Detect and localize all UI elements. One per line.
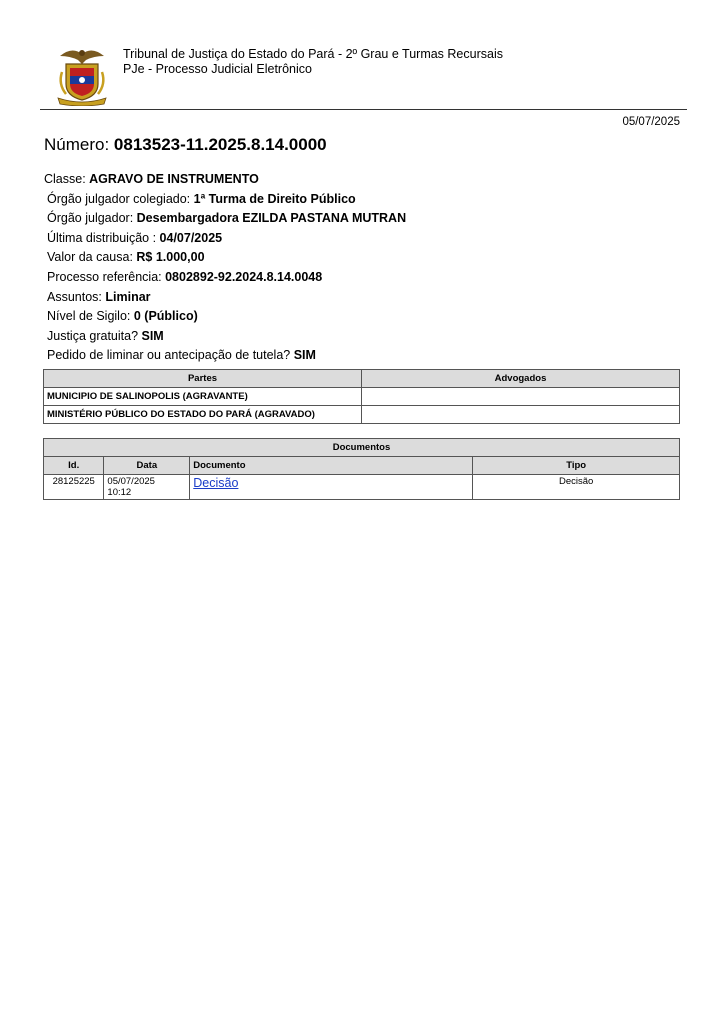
field-label: Órgão julgador: (47, 211, 137, 226)
table-row (44, 475, 680, 500)
print-date: 05/07/2025 (622, 116, 680, 128)
table-row (44, 406, 680, 424)
field-label: Classe: (44, 172, 90, 186)
tipo-header: Tipo (473, 457, 680, 475)
doc-name-cell (190, 475, 473, 500)
process-fields (44, 170, 406, 366)
field-assuntos (44, 288, 406, 308)
doc-id-cell: 28125225 (44, 475, 104, 500)
field-value: 1ª Turma de Direito Público (193, 191, 356, 206)
document-link[interactable]: Decisão (193, 476, 239, 490)
header-divider (40, 109, 687, 110)
page-header (0, 0, 724, 112)
field-value: Desembargadora EZILDA PASTANA MUTRAN (136, 211, 407, 226)
process-number (44, 135, 327, 155)
field-label: Justiça gratuita? (47, 328, 142, 343)
process-number-value: 0813523-11.2025.8.14.0000 (113, 135, 327, 154)
doc-time: 10:12 (107, 487, 132, 498)
field-value: 0 (Público) (133, 309, 198, 324)
field-valor-causa (44, 248, 406, 268)
table-header-row (44, 457, 680, 475)
documentos-table (43, 438, 680, 500)
field-value: 0802892-92.2024.8.14.0048 (165, 269, 323, 284)
field-label: Nível de Sigilo: (47, 309, 134, 324)
table-title-row (44, 439, 680, 457)
table-header-row (44, 370, 680, 388)
table-row (44, 388, 680, 406)
field-orgao-julgador (44, 209, 406, 229)
doc-date-cell (104, 475, 190, 500)
field-pedido-liminar (44, 346, 406, 366)
field-ultima-distribuicao (44, 229, 406, 249)
field-label: Valor da causa: (47, 250, 137, 265)
documentos-title: Documentos (44, 439, 680, 457)
field-processo-referencia (44, 268, 406, 288)
field-label: Assuntos: (47, 289, 106, 304)
doc-tipo-cell: Decisão (473, 475, 680, 500)
parte-cell: MINISTÉRIO PÚBLICO DO ESTADO DO PARÁ (AGRAVADO) (44, 406, 362, 424)
advogado-cell (362, 388, 680, 406)
field-orgao-colegiado (44, 190, 406, 210)
data-header: Data (104, 457, 190, 475)
field-nivel-sigilo (44, 307, 406, 327)
field-value: SIM (293, 348, 316, 363)
id-header: Id. (44, 457, 104, 475)
advogado-cell (362, 406, 680, 424)
field-value: 04/07/2025 (159, 230, 223, 245)
field-value: AGRAVO DE INSTRUMENTO (89, 172, 259, 186)
field-label: Última distribuição : (47, 230, 160, 245)
field-value: SIM (141, 328, 164, 343)
advogados-header: Advogados (362, 370, 680, 388)
partes-header: Partes (44, 370, 362, 388)
court-name: Tribunal de Justiça do Estado do Pará - 2º Grau e Turmas Recursais (123, 47, 503, 61)
field-value: Liminar (105, 289, 151, 304)
field-label: Pedido de liminar ou antecipação de tutela? (47, 348, 294, 363)
doc-date: 05/07/2025 (107, 476, 155, 487)
system-name: PJe - Processo Judicial Eletrônico (123, 62, 312, 76)
field-label: Órgão julgador colegiado: (47, 191, 194, 206)
field-justica-gratuita (44, 327, 406, 347)
parte-cell: MUNICIPIO DE SALINOPOLIS (AGRAVANTE) (44, 388, 362, 406)
field-value: R$ 1.000,00 (136, 250, 205, 265)
documento-header: Documento (190, 457, 473, 475)
field-label: Processo referência: (47, 269, 166, 284)
coat-of-arms-logo (52, 42, 112, 106)
partes-table (43, 369, 680, 424)
field-classe (44, 170, 406, 190)
process-number-label: Número: (44, 135, 114, 154)
